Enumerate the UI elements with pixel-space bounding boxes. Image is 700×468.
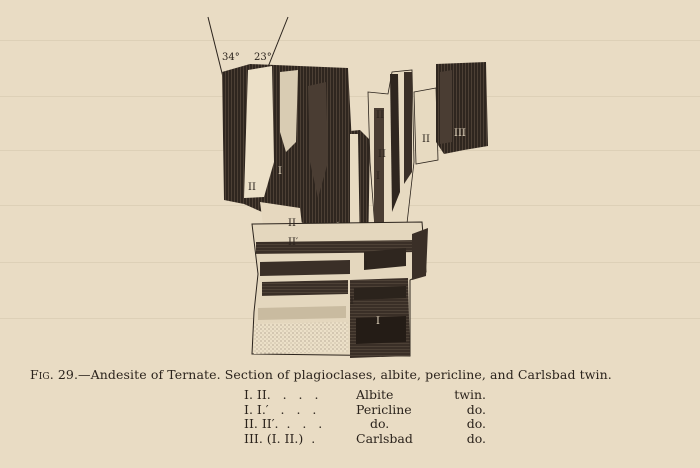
- crystal-label: II: [376, 110, 384, 121]
- legend-twin: do.: [466, 401, 486, 417]
- figure-number: Fig. 29.: [30, 367, 79, 382]
- legend-row: [244, 417, 486, 432]
- legend-row: [244, 403, 486, 418]
- crystal-label: I: [364, 261, 368, 272]
- legend-twin: twin.: [454, 387, 486, 402]
- crystal-section-figure: [200, 12, 500, 364]
- legend-key: II. II′. . . .: [244, 416, 323, 431]
- legend-twin: do.: [466, 430, 486, 446]
- legend-row: [244, 432, 486, 447]
- crystal-label: III: [454, 128, 466, 139]
- crystal-label: I: [278, 166, 282, 177]
- legend-key: III. (I. II.) .: [244, 430, 316, 446]
- crystal-label: II: [288, 218, 296, 229]
- figure-caption: [30, 367, 690, 383]
- legend-key: I. I.′ . . .: [244, 401, 317, 417]
- caption-text: —Andesite of Ternate. Section of plagioclases, albite, pericline, and Carlsbad twin.: [78, 367, 612, 382]
- angle-label-right: 23°: [254, 52, 272, 63]
- crystal-label: I: [350, 296, 354, 307]
- legend-name: do.: [370, 416, 390, 431]
- legend-name: Carlsbad: [356, 430, 413, 446]
- legend-row: [244, 388, 486, 403]
- twin-legend: [244, 388, 486, 446]
- legend-name: Albite: [356, 387, 394, 402]
- crystal-label: II: [422, 134, 430, 145]
- crystal-label: II′: [288, 237, 299, 248]
- crystal-label: I: [376, 171, 380, 182]
- crystal-label: I: [376, 316, 380, 327]
- legend-name: Pericline: [356, 401, 412, 417]
- legend-key: I. II. . . .: [244, 387, 319, 402]
- legend-twin: do.: [466, 416, 486, 431]
- angle-label-left: 34°: [222, 52, 240, 63]
- crystal-label: II: [248, 182, 256, 193]
- crystal-label: II: [378, 149, 386, 160]
